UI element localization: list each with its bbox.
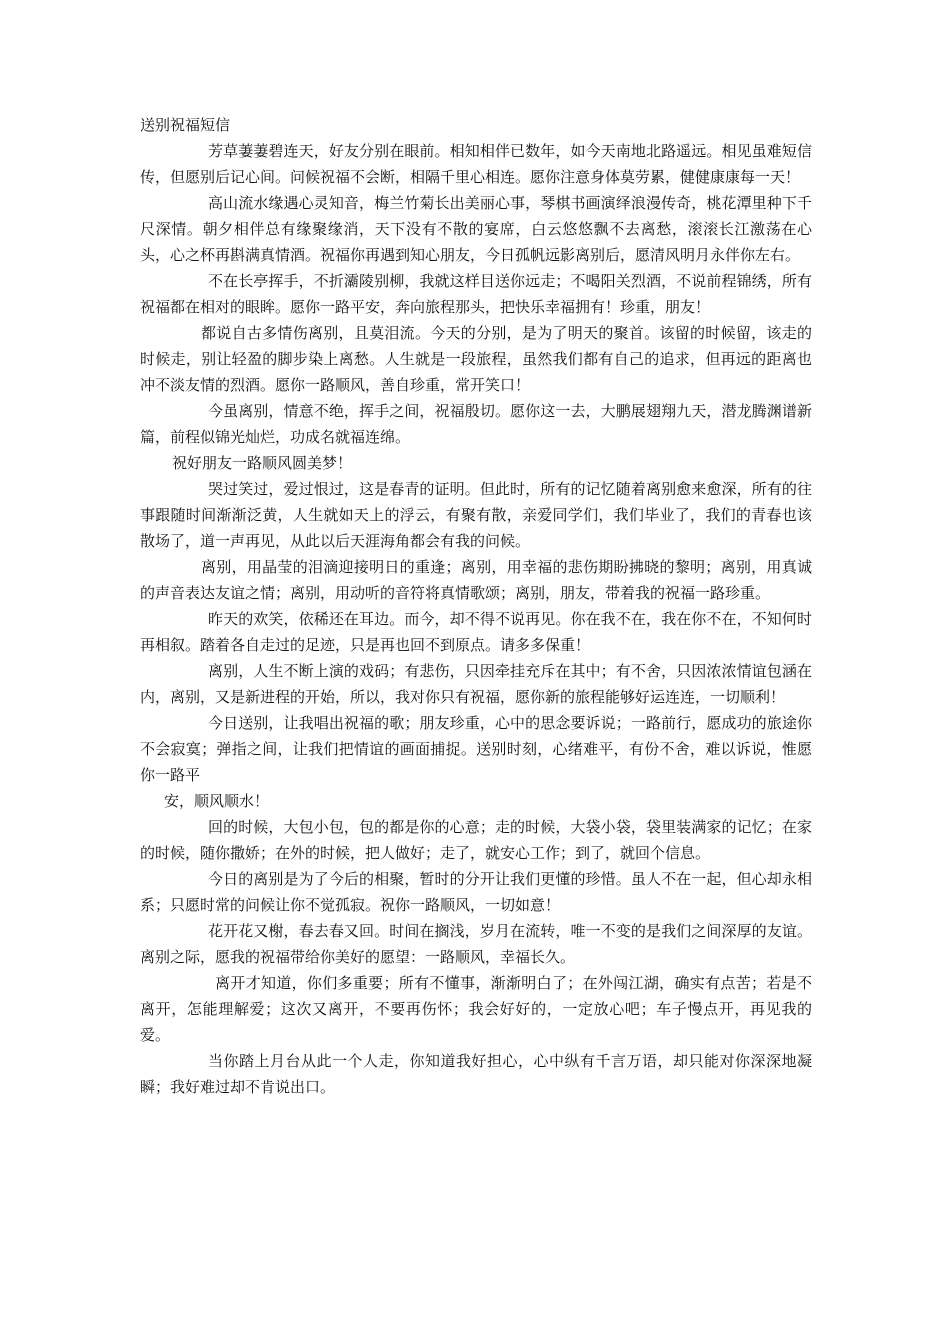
paragraph: 今虽离别，情意不绝，挥手之间，祝福殷切。愿你这一去，大鹏展翅翔九天，潜龙腾渊谱新篇，前程似锦光灿烂，功成名就福连绵。: [140, 402, 812, 446]
paragraph: 今日的离别是为了今后的相聚，暂时的分开让我们更懂的珍惜。虽人不在一起，但心却永相系；只愿时常的问候让你不觉孤寂。祝你一路顺风，一切如意！: [140, 870, 812, 914]
paragraph: 不在长亭挥手，不折灞陵别柳，我就这样目送你远走；不喝阳关烈酒，不说前程锦绣，所有祝福都在相对的眼眸。愿你一路平安，奔向旅程那头，把快乐幸福拥有！珍重，朋友！: [140, 272, 812, 316]
document-title: 送别祝福短信: [140, 116, 231, 134]
paragraph: 当你踏上月台从此一个人走，你知道我好担心，心中纵有千言万语，却只能对你深深地凝瞬；我好难过却不肯说出口。: [140, 1052, 812, 1096]
paragraph: 离别，用晶莹的泪滴迎接明日的重逢；离别，用幸福的悲伤期盼拂晓的黎明；离别，用真诚的声音表达友谊之情；离别，用动听的音符将真情歌颂；离别，朋友，带着我的祝福一路珍重。: [140, 558, 812, 602]
paragraph: 花开花又榭，春去春又回。时间在搁浅，岁月在流转，唯一不变的是我们之间深厚的友谊。离别之际，愿我的祝福带给你美好的愿望：一路顺风，幸福长久。: [140, 922, 812, 966]
paragraph: 离开才知道，你们多重要；所有不懂事，渐渐明白了；在外闯江湖，确实有点苦；若是不离开，怎能理解爱；这次又离开，不要再伤怀；我会好好的，一定放心吧；车子慢点开，再见我的爱。: [140, 974, 812, 1044]
paragraph: 今日送别，让我唱出祝福的歌；朋友珍重，心中的思念要诉说；一路前行，愿成功的旅途你不会寂寞；弹指之间，让我们把情谊的画面捕捉。送别时刻，心绪难平，有份不舍，难以诉说，惟愿你一路平: [140, 714, 812, 784]
paragraph: 安，顺风顺水！: [164, 792, 270, 810]
paragraph: 祝好朋友一路顺风圆美梦！: [172, 454, 353, 472]
paragraph: 高山流水缘遇心灵知音，梅兰竹菊长出美丽心事，琴棋书画演绎浪漫传奇，桃花潭里种下千尺深情。朝夕相伴总有缘聚缘消，天下没有不散的宴席，白云悠悠飘不去离愁，滚滚长江激荡在心头，心之杯再斟满真情酒。祝福你再遇到知心朋友，今日孤帆远影离别后，愿清风明月永伴你左右。: [140, 194, 812, 264]
paragraph: 都说自古多情伤离别，且莫泪流。今天的分别，是为了明天的聚首。该留的时候留，该走的时候走，别让轻盈的脚步染上离愁。人生就是一段旅程，虽然我们都有自己的追求，但再远的距离也冲不淡友情的烈酒。愿你一路顺风，善自珍重，常开笑口！: [140, 324, 812, 394]
paragraph: 昨天的欢笑，依稀还在耳边。而今，却不得不说再见。你在我不在，我在你不在，不知何时再相叙。踏着各自走过的足迹，只是再也回不到原点。请多多保重！: [140, 610, 812, 654]
paragraph: 芳草萋萋碧连天，好友分别在眼前。相知相伴已数年，如今天南地北路遥远。相见虽难短信传，但愿别后记心间。问候祝福不会断，相隔千里心相连。愿你注意身体莫劳累，健健康康每一天！: [140, 142, 812, 186]
paragraph: 离别，人生不断上演的戏码；有悲伤，只因牵挂充斥在其中；有不舍，只因浓浓情谊包涵在内，离别，又是新进程的开始，所以，我对你只有祝福，愿你新的旅程能够好运连连，一切顺利！: [140, 662, 812, 706]
paragraph: 哭过笑过，爱过恨过，这是春青的证明。但此时，所有的记忆随着离别愈来愈深，所有的往事跟随时间渐渐泛黄，人生就如天上的浮云，有聚有散，亲爱同学们，我们毕业了，我们的青春也该散场了，道一声再见，从此以后天涯海角都会有我的问候。: [140, 480, 812, 550]
document-body: [140, 112, 812, 1100]
paragraph: 回的时候，大包小包，包的都是你的心意；走的时候，大袋小袋，袋里装满家的记忆；在家的时候，随你撒娇；在外的时候，把人做好；走了，就安心工作；到了，就回个信息。: [140, 818, 812, 862]
